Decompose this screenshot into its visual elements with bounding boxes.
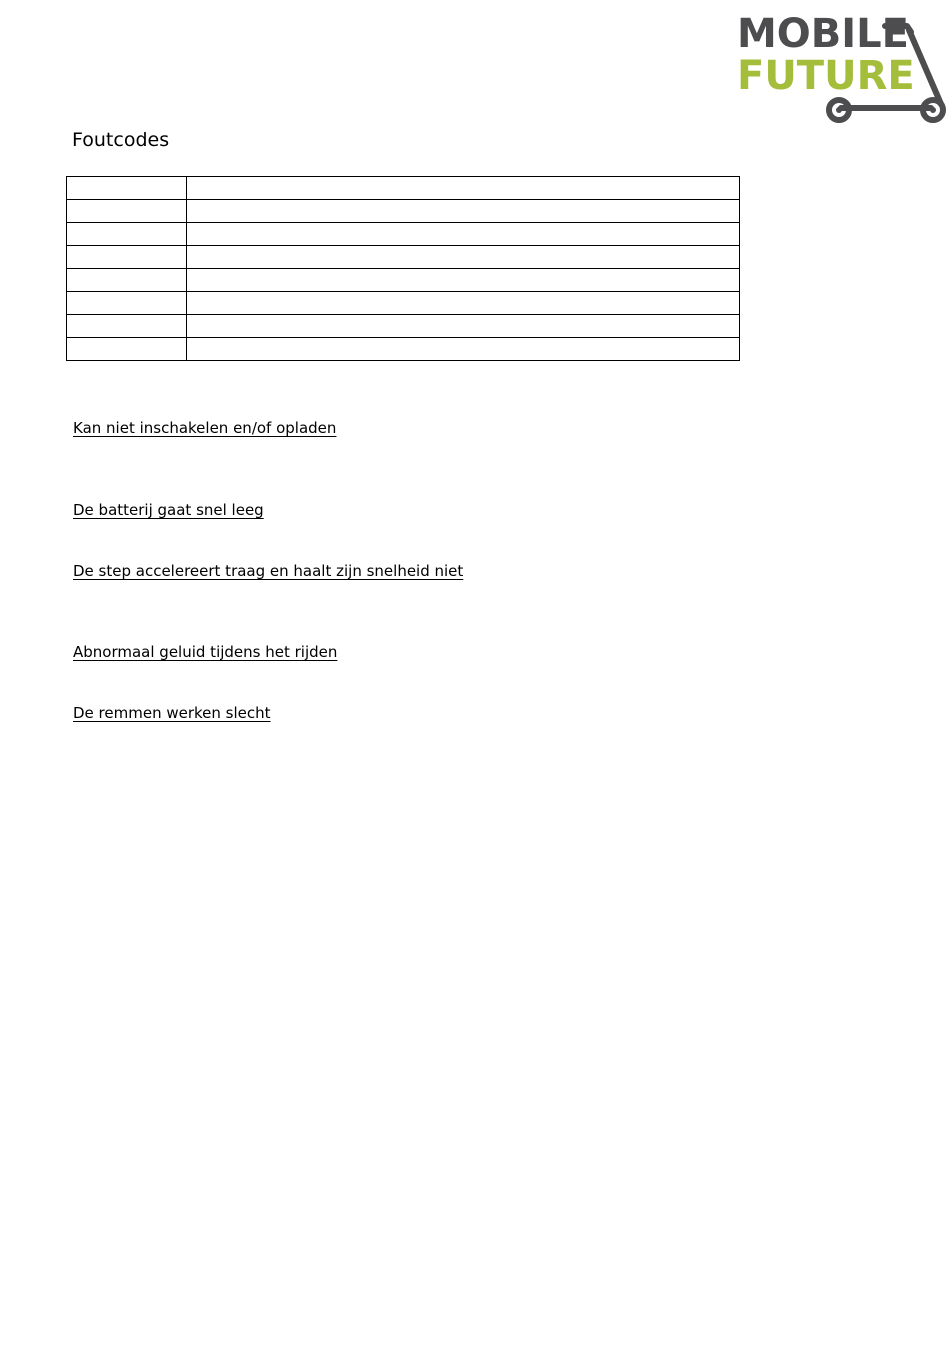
scooter-icon (735, 12, 947, 128)
table-cell-description (187, 338, 740, 361)
section-heading-battery: De batterij gaat snel leeg (73, 501, 264, 519)
table-cell-code (67, 292, 187, 315)
table-row (67, 246, 740, 269)
section-heading-power-charge: Kan niet inschakelen en/of opladen (73, 419, 337, 437)
table-cell-code (67, 338, 187, 361)
table-row (67, 177, 740, 200)
table-cell-code (67, 246, 187, 269)
table-cell-code (67, 200, 187, 223)
table-row (67, 200, 740, 223)
table-row (67, 315, 740, 338)
table-cell-description (187, 200, 740, 223)
table-cell-description (187, 315, 740, 338)
logo-line-mobile: MOBILE (737, 11, 909, 57)
brand-logo (735, 12, 947, 128)
table-cell-description (187, 177, 740, 200)
table-cell-code (67, 269, 187, 292)
table-cell-code (67, 177, 187, 200)
table-cell-code (67, 223, 187, 246)
table-cell-description (187, 269, 740, 292)
logo-line-future: FUTURE (737, 53, 915, 99)
error-code-table (66, 176, 740, 361)
page-title: Foutcodes (72, 129, 170, 151)
table-cell-code (67, 315, 187, 338)
section-heading-brakes: De remmen werken slecht (73, 704, 271, 722)
table-row (67, 292, 740, 315)
table-cell-description (187, 246, 740, 269)
table-cell-description (187, 292, 740, 315)
table-cell-description (187, 223, 740, 246)
table-row (67, 223, 740, 246)
table-row (67, 338, 740, 361)
table-row (67, 269, 740, 292)
section-heading-acceleration: De step accelereert traag en haalt zijn snelheid niet (73, 562, 464, 580)
section-heading-noise: Abnormaal geluid tijdens het rijden (73, 643, 338, 661)
